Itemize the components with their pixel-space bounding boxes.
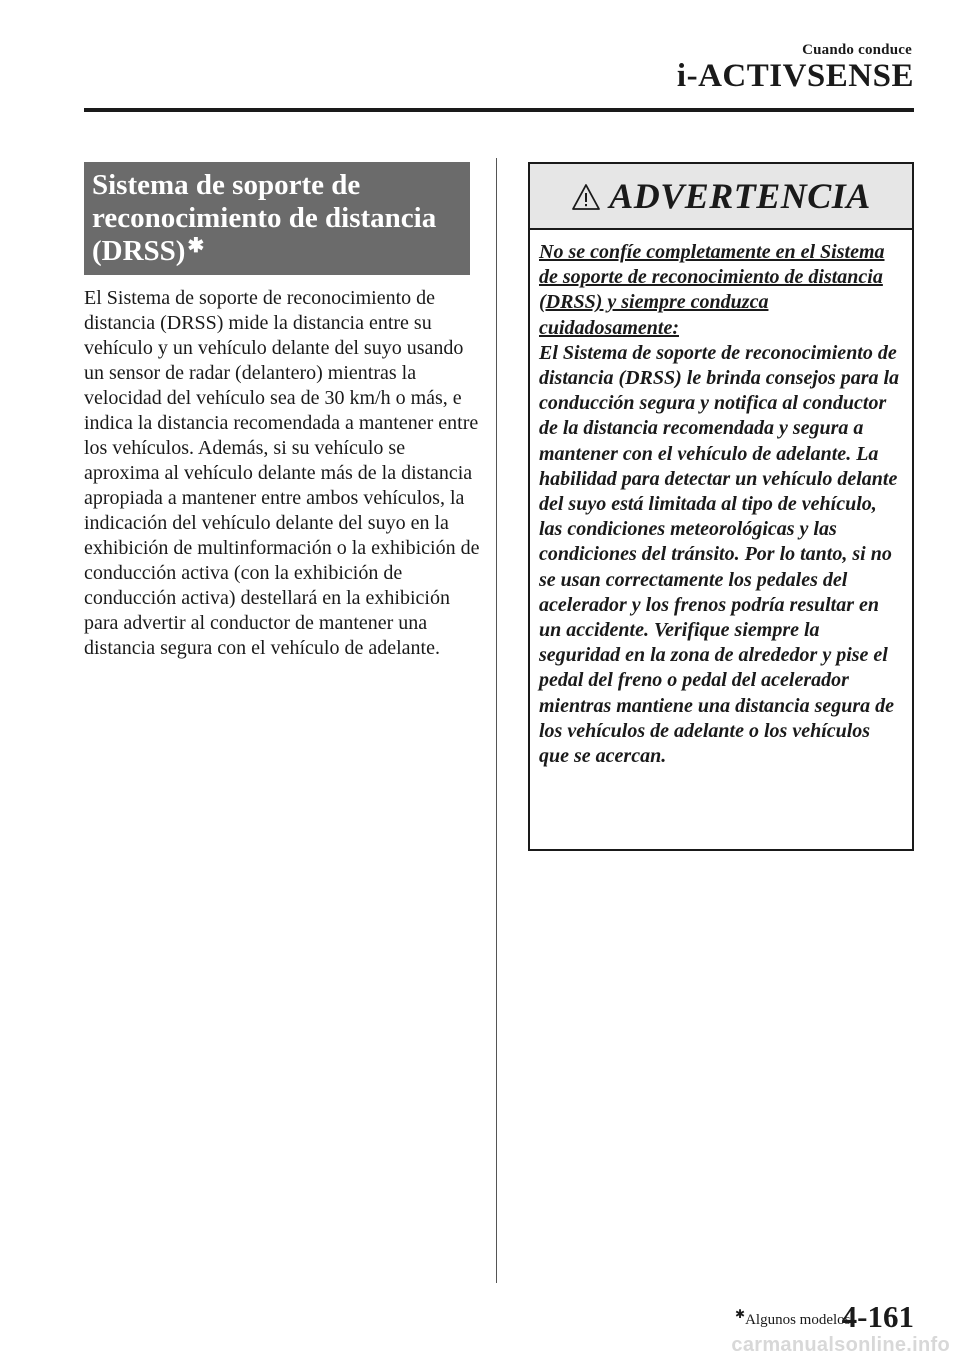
section-title-text: Sistema de soporte de reconocimiento de distancia (DRSS)	[92, 169, 437, 267]
watermark: carmanualsonline.info	[731, 1334, 950, 1356]
header-rule	[84, 108, 914, 112]
section-heading-box	[84, 162, 470, 275]
section-title-star: ✱	[187, 235, 205, 257]
footer-note	[735, 1307, 855, 1329]
warning-body	[530, 230, 912, 769]
warning-header	[530, 164, 912, 230]
warning-title: ADVERTENCIA	[609, 176, 871, 216]
warning-text: El Sistema de soporte de reconocimiento de distancia (DRSS) le brinda consejos para la conducción segura y notifica al conductor de la distancia recomendada y segura a mantener con el vehículo de adelante. La habilidad para detectar un vehículo delante del suyo está limitada al tipo de vehículo, las condiciones meteorológicas y las condiciones del tránsito. Por lo tanto, si no se usan correctamente los pedales del acelerador y los frenos podría resultar en un accidente. Verifique siempre la seguridad en la zona de alrededor y pise el pedal del freno o pedal del acelerador mientras mantiene una distancia segura de los vehículos de adelante o los vehículos que se acercan.	[539, 341, 900, 768]
page-number: 4-161	[841, 1299, 914, 1334]
section-body: El Sistema de soporte de reconocimiento de distancia (DRSS) mide la distancia entre su vehículo y un vehículo delante del suyo usando un sensor de radar (delantero) mientras la velocidad del vehículo sea de 30 km/h o más, e indica la distancia recomendada a mantener entre los vehículos. Además, si su vehículo se aproxima al vehículo delante más de la distancia apropiada a mantener entre ambos vehículos, la indicación del vehículo delante del suyo en la exhibición de multinformación o la exhibición de conducción activa (con la exhibición de conducción activa) destellará en la exhibición para advertir al conductor de mantener una distancia segura con el vehículo de adelante.	[84, 287, 480, 659]
warning-box	[528, 162, 914, 851]
column-divider	[496, 158, 497, 1283]
footer-note-text: Algunos modelos.	[745, 1312, 855, 1328]
header-title: i-ACTIVSENSE	[676, 58, 914, 94]
footer-note-star: ✱	[735, 1307, 746, 1321]
warning-triangle-icon	[571, 183, 601, 211]
warning-lead: No se confíe completamente en el Sistema de soporte de reconocimiento de distancia (DRSS) y siempre conduzca cuidadosamente:	[539, 241, 885, 339]
section-title	[92, 169, 442, 271]
header-subtitle: Cuando conduce	[802, 42, 912, 58]
